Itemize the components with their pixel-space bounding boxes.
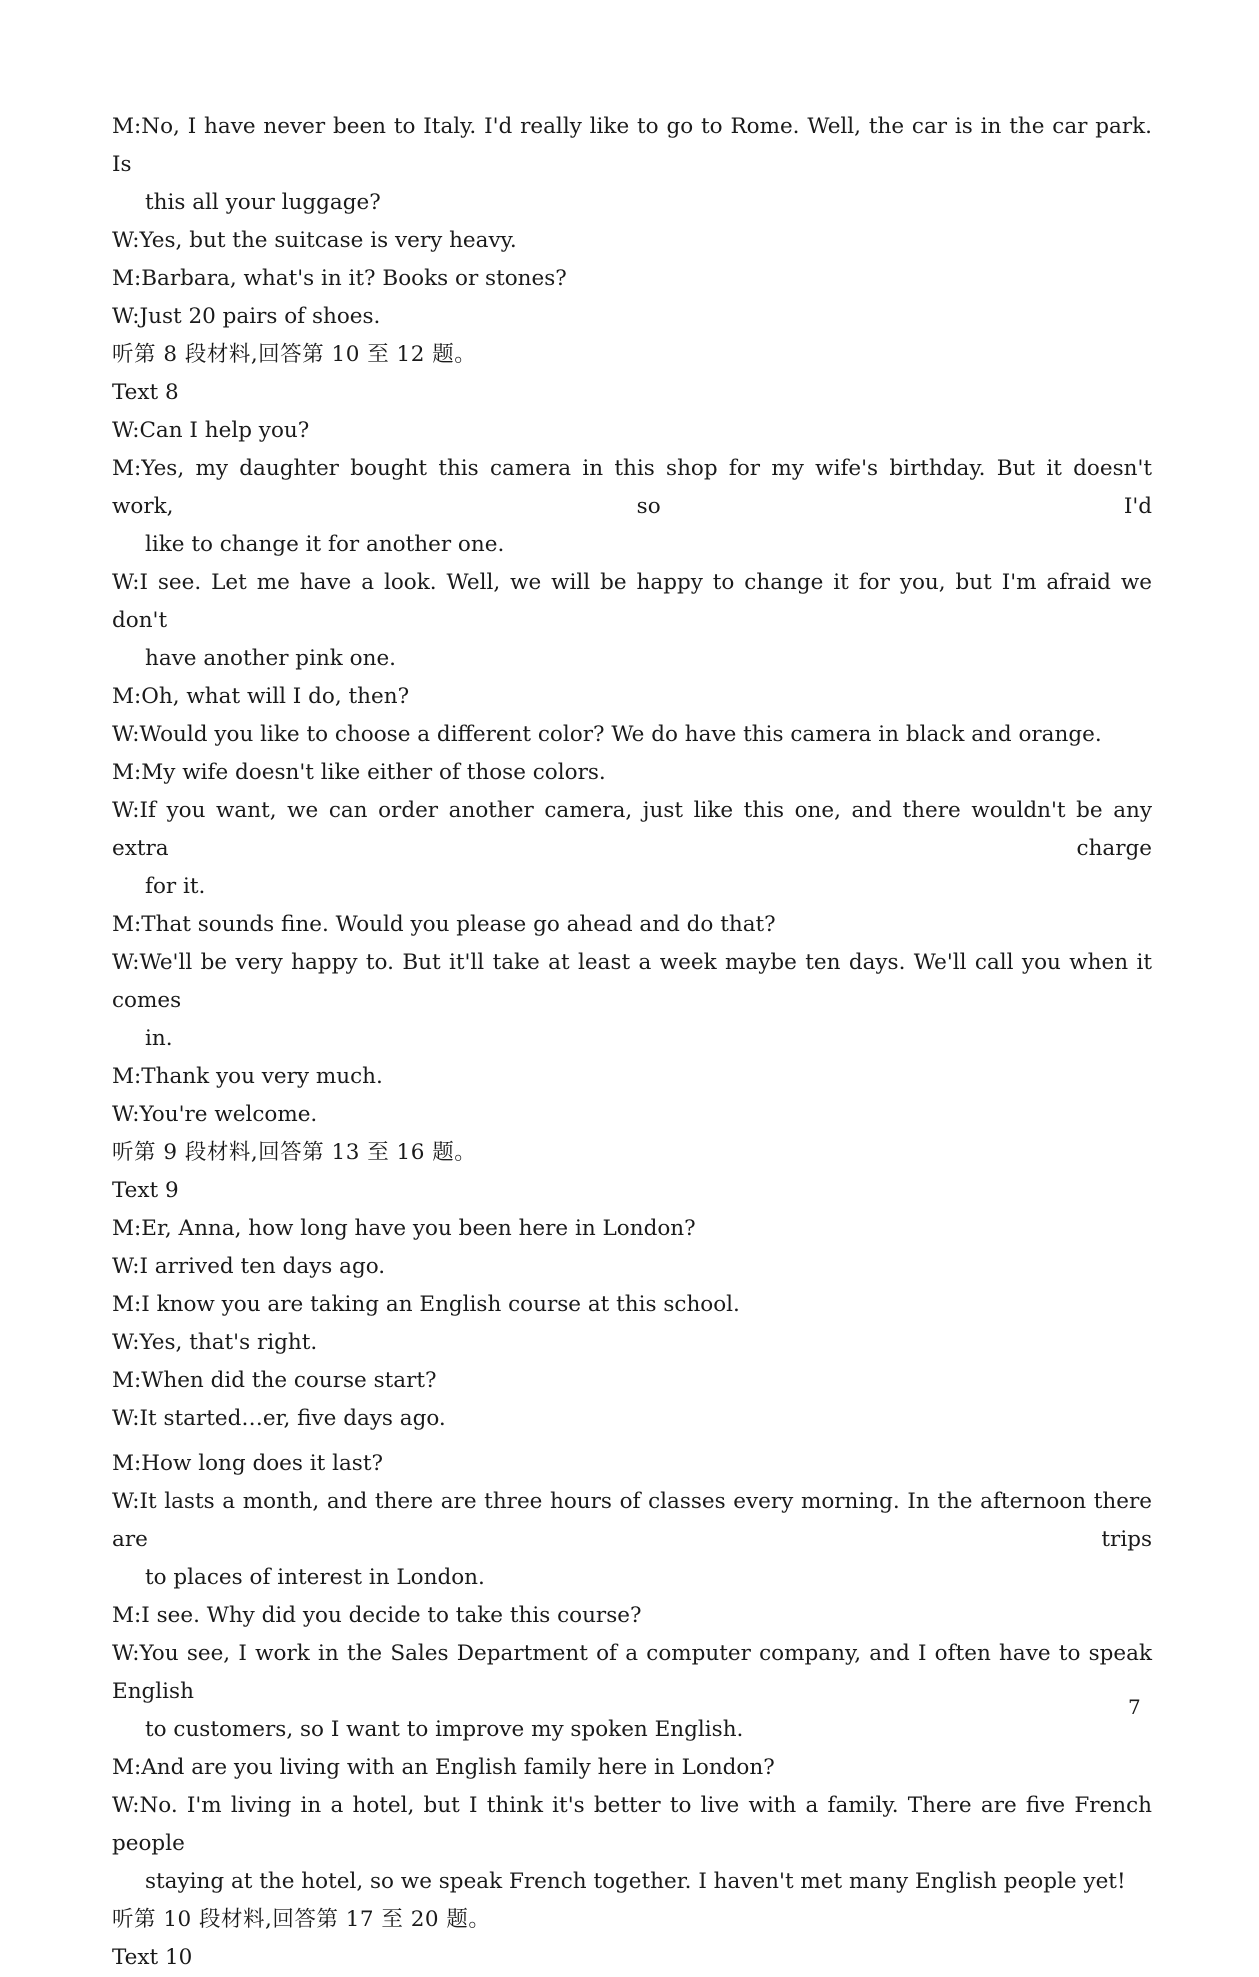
dialogue-line-continuation: to places of interest in London. bbox=[145, 1565, 485, 1590]
document-page bbox=[112, 108, 1152, 1977]
dialogue-line: M:My wife doesn't like either of those colors. bbox=[112, 760, 606, 785]
page-number: 7 bbox=[1128, 1695, 1141, 1719]
dialogue-line: M:Thank you very much. bbox=[112, 1064, 383, 1089]
dialogue-line: M:How long does it last? bbox=[112, 1451, 383, 1476]
dialogue-line: M:Er, Anna, how long have you been here in London? bbox=[112, 1216, 696, 1241]
dialogue-line: M:When did the course start? bbox=[112, 1368, 437, 1393]
dialogue-line: W:You see, I work in the Sales Department of a computer company, and I often have to speak English bbox=[112, 1641, 1152, 1704]
dialogue-line: M:That sounds fine. Would you please go ahead and do that? bbox=[112, 912, 776, 937]
dialogue-line: W:Yes, but the suitcase is very heavy. bbox=[112, 228, 517, 253]
dialogue-line: W:Can I help you? bbox=[112, 418, 310, 443]
dialogue-line: M:No, I have never been to Italy. I'd really like to go to Rome. Well, the car is in the car park. Is bbox=[112, 114, 1152, 177]
dialogue-line: W:I arrived ten days ago. bbox=[112, 1254, 386, 1279]
dialogue-line-continuation: staying at the hotel, so we speak French together. I haven't met many English people yet! bbox=[145, 1869, 1126, 1894]
dialogue-line-continuation: this all your luggage? bbox=[145, 190, 381, 215]
dialogue-line: M:I know you are taking an English course at this school. bbox=[112, 1292, 740, 1317]
dialogue-line-continuation: in. bbox=[145, 1026, 173, 1051]
dialogue-line: W:Would you like to choose a different color? We do have this camera in black and orange. bbox=[112, 722, 1102, 747]
line-gap bbox=[112, 1438, 1152, 1445]
dialogue-line-continuation: for it. bbox=[145, 874, 206, 899]
text-heading: Text 9 bbox=[112, 1178, 179, 1203]
text-heading: Text 8 bbox=[112, 380, 179, 405]
dialogue-line: M:Yes, my daughter bought this camera in this shop for my wife's birthday. But it doesn't work, so I'd bbox=[112, 456, 1152, 519]
dialogue-line: M:Oh, what will I do, then? bbox=[112, 684, 410, 709]
dialogue-line: M:I see. Why did you decide to take this course? bbox=[112, 1603, 642, 1628]
dialogue-line: W:We'll be very happy to. But it'll take at least a week maybe ten days. We'll call you when it comes bbox=[112, 950, 1152, 1013]
section-instruction: 听第 9 段材料,回答第 13 至 16 题。 bbox=[112, 1140, 477, 1165]
section-instruction: 听第 10 段材料,回答第 17 至 20 题。 bbox=[112, 1907, 491, 1932]
dialogue-line-continuation: have another pink one. bbox=[145, 646, 396, 671]
dialogue-line-continuation: to customers, so I want to improve my spoken English. bbox=[145, 1717, 744, 1742]
dialogue-line: W:You're welcome. bbox=[112, 1102, 318, 1127]
dialogue-line: W:It lasts a month, and there are three hours of classes every morning. In the afternoon there are trips bbox=[112, 1489, 1152, 1552]
dialogue-line: W:I see. Let me have a look. Well, we will be happy to change it for you, but I'm afraid we don't bbox=[112, 570, 1152, 633]
dialogue-line: M:And are you living with an English family here in London? bbox=[112, 1755, 775, 1780]
dialogue-line: W:Just 20 pairs of shoes. bbox=[112, 304, 381, 329]
dialogue-line-continuation: like to change it for another one. bbox=[145, 532, 505, 557]
dialogue-line: W:It started…er, five days ago. bbox=[112, 1406, 446, 1431]
dialogue-line: W:Yes, that's right. bbox=[112, 1330, 318, 1355]
dialogue-line: W:No. I'm living in a hotel, but I think it's better to live with a family. There are five French people bbox=[112, 1793, 1152, 1856]
dialogue-line: W:If you want, we can order another camera, just like this one, and there wouldn't be any extra charge bbox=[112, 798, 1152, 861]
section-instruction: 听第 8 段材料,回答第 10 至 12 题。 bbox=[112, 342, 477, 367]
text-heading: Text 10 bbox=[112, 1945, 193, 1970]
dialogue-line: M:Barbara, what's in it? Books or stones? bbox=[112, 266, 567, 291]
